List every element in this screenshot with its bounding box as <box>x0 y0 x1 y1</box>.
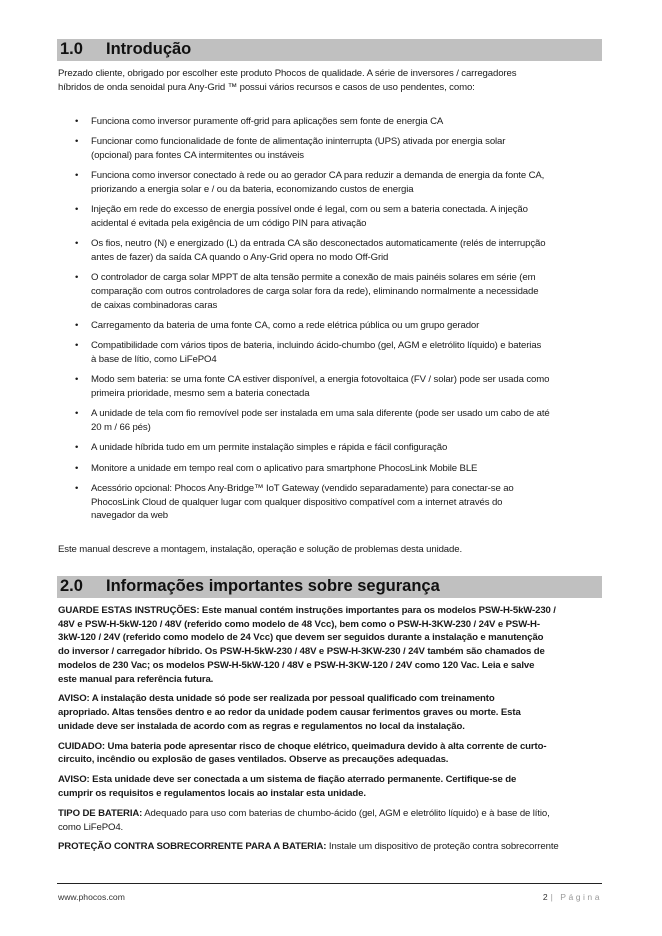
text-line: Funciona como inversor conectado à rede ou ao gerador CA para reduzir a demanda de energia da fonte CA, <box>91 170 545 182</box>
footer-website[interactable]: www.phocos.com <box>58 892 125 902</box>
text-line: GUARDE ESTAS INSTRUÇÕES: Este manual contém instruções importantes para os modelos PSW-H-5kW-230 / <box>58 605 556 616</box>
text-line: priorizando a energia solar e / ou da bateria, economizando custos de energia <box>91 184 414 195</box>
bullet-icon: • <box>75 408 79 420</box>
text-line: Acessório opcional: Phocos Any-Bridge™ IoT Gateway (vendido separadamente) para conectar-se ao <box>91 482 514 494</box>
text-line: 3kW-120 / 24V (referido como modelo de 24 Vcc) que devem ser seguidos durante a instalação e manutenção <box>58 632 544 644</box>
text-line: circuito, incêndio ou explosão de gases ventilados. Observe as precauções adequadas. <box>58 754 449 766</box>
battery-type-paragraph <box>58 807 603 834</box>
text-line: (opcional) para fontes CA intermitentes ou instáveis <box>91 150 304 161</box>
text-line: acidental é evitada pela exigência de um código PIN para ativação <box>91 218 367 229</box>
text-line: 20 m / 66 pés) <box>91 422 151 433</box>
text-line: Modo sem bateria: se uma fonte CA estiver disponível, a energia fotovoltaica (FV / solar) pode ser usada como <box>91 374 550 386</box>
battery-type-text: Adequado para uso com baterias de chumbo-ácido (gel, AGM e eletrólito líquido) e à base de lítio, <box>142 807 550 819</box>
list-item <box>58 462 603 476</box>
text-line: Monitore a unidade em tempo real com o aplicativo para smartphone PhocosLink Mobile BLE <box>91 462 478 474</box>
text-line: à base de lítio, como LiFePO4 <box>91 354 217 365</box>
text-line: comparação com outros controladores de carga solar fora da rede), eliminando normalmente a necessidade <box>91 286 539 297</box>
list-item <box>58 482 603 523</box>
text-line: este manual para referência futura. <box>58 673 214 685</box>
text-line: cumprir os requisitos e regulamentos locais ao instalar esta unidade. <box>58 788 366 799</box>
text-line: CUIDADO: Uma bateria pode apresentar risco de choque elétrico, queimadura devido à alta corrente de curto- <box>58 740 547 752</box>
list-item <box>58 339 603 366</box>
text-line: antes de fazer) da saída CA quando o Any-Grid opera no modo Off-Grid <box>91 252 389 263</box>
bullet-icon: • <box>75 272 79 284</box>
section-number: 2.0 <box>60 577 83 595</box>
text-line: 48V e PSW-H-5kW-120 / 48V (referido como modelo de 48 Vcc), bem como o PSW-H-3KW-230 / 24V e PSW-H- <box>58 618 540 630</box>
bullet-icon: • <box>75 482 79 494</box>
bullet-icon: • <box>75 238 79 250</box>
bullet-icon: • <box>75 340 79 352</box>
bullet-icon: • <box>75 204 79 216</box>
text-line: híbridos de onda senoidal pura Any-Grid ™ possui vários recursos e casos de uso pendentes, como: <box>58 81 475 93</box>
list-item <box>58 115 603 129</box>
text-line: navegador da web <box>91 510 169 522</box>
safety-paragraph <box>58 740 603 767</box>
text-line: modelos de 230 Vac; os modelos PSW-H-5kW-120 / 48V e PSW-H-3KW-120 / 24V como 120 Vac. Leia e salve <box>58 659 535 671</box>
bullet-icon: • <box>75 136 79 148</box>
list-item <box>58 203 603 230</box>
section-1-heading <box>57 39 602 61</box>
bullet-icon: • <box>75 462 79 474</box>
text-line: do inversor / carregador híbrido. Os PSW-H-5kW-230 / 48V e PSW-H-3KW-230 / 24V também são chamados de <box>58 646 545 658</box>
text-line: O controlador de carga solar MPPT de alta tensão permite a conexão de mais painéis solares em série (em <box>91 272 536 284</box>
bullet-icon: • <box>75 170 79 182</box>
text-line: Os fios, neutro (N) e energizado (L) da entrada CA são desconectados automaticamente (relés de interrupção <box>91 238 546 250</box>
text-line: Funciona como inversor puramente off-grid para aplicações sem fonte de energia CA <box>91 116 444 127</box>
overcurrent-text: Instale um dispositivo de proteção contra sobrecorrente <box>326 841 559 853</box>
section-number: 1.0 <box>60 40 83 58</box>
list-item <box>58 373 603 400</box>
battery-type-label: TIPO DE BATERIA: <box>58 807 143 819</box>
safety-paragraph <box>58 604 603 686</box>
bullet-icon: • <box>75 442 79 454</box>
text-line: AVISO: A instalação desta unidade só pode ser realizada por pessoal qualificado com treinamento <box>58 693 495 705</box>
overcurrent-paragraph <box>58 840 603 854</box>
bullet-icon: • <box>75 116 79 127</box>
text-line: unidade deve ser instalada de acordo com as regras e regulamentos no local da instalação. <box>58 720 465 732</box>
intro-paragraph <box>58 67 603 94</box>
section-title: Introdução <box>106 40 192 58</box>
list-item <box>58 237 603 264</box>
text-line: Carregamento da bateria de uma fonte CA, como a rede elétrica pública ou um grupo gerador <box>91 320 480 331</box>
overcurrent-label: PROTEÇÃO CONTRA SOBRECORRENTE PARA A BATERIA: <box>58 841 327 853</box>
feature-list <box>58 115 603 530</box>
text-line: Funcionar como funcionalidade de fonte de alimentação ininterrupta (UPS) ativada por energia solar <box>91 136 506 148</box>
text-line: apropriado. Altas tensões dentro e ao redor da unidade podem causar ferimentos graves ou morte. Esta <box>58 707 521 719</box>
list-item <box>58 407 603 434</box>
text-line: AVISO: Esta unidade deve ser conectada a um sistema de fiação aterrado permanente. Certifique-se de <box>58 774 517 786</box>
text-line: A unidade híbrida tudo em um permite instalação simples e rápida e fácil configuração <box>91 442 448 454</box>
text-line: PhocosLink Cloud de qualquer lugar com qualquer dispositivo compatível com a internet através do <box>91 496 503 508</box>
text-line: Este manual descreve a montagem, instalação, operação e solução de problemas desta unidade. <box>58 544 463 555</box>
text-line: como LiFePO4. <box>58 821 124 833</box>
page-number: 2 <box>542 892 548 902</box>
text-line: Injeção em rede do excesso de energia possível onde é legal, com ou sem a bateria conectada. A injeção <box>91 204 528 216</box>
text-line: A unidade de tela com fio removível pode ser instalada em uma sala diferente (pode ser usado um cabo de até <box>91 408 550 420</box>
footer-divider <box>57 883 602 884</box>
section-2-heading <box>57 576 602 598</box>
safety-paragraph <box>58 773 603 800</box>
bullet-icon: • <box>75 374 79 386</box>
text-line: Compatibilidade com vários tipos de bateria, incluindo ácido-chumbo (gel, AGM e eletrólito líquido) e baterias <box>91 340 542 352</box>
page-word: | Página <box>550 892 602 902</box>
list-item <box>58 319 603 333</box>
safety-paragraph <box>58 692 603 733</box>
section-title: Informações importantes sobre segurança <box>106 577 440 595</box>
text-line: Prezado cliente, obrigado por escolher este produto Phocos de qualidade. A série de inversores / carregadores <box>58 68 517 79</box>
list-item <box>58 271 603 312</box>
bullet-icon: • <box>75 320 79 331</box>
list-item <box>58 135 603 162</box>
closing-paragraph <box>58 543 603 557</box>
footer-page <box>543 892 602 902</box>
safety-content <box>58 604 603 860</box>
list-item <box>58 169 603 196</box>
list-item <box>58 441 603 455</box>
text-line: primeira prioridade, mesmo sem a bateria conectada <box>91 388 310 399</box>
text-line: de caixas combinadoras caras <box>91 299 218 311</box>
